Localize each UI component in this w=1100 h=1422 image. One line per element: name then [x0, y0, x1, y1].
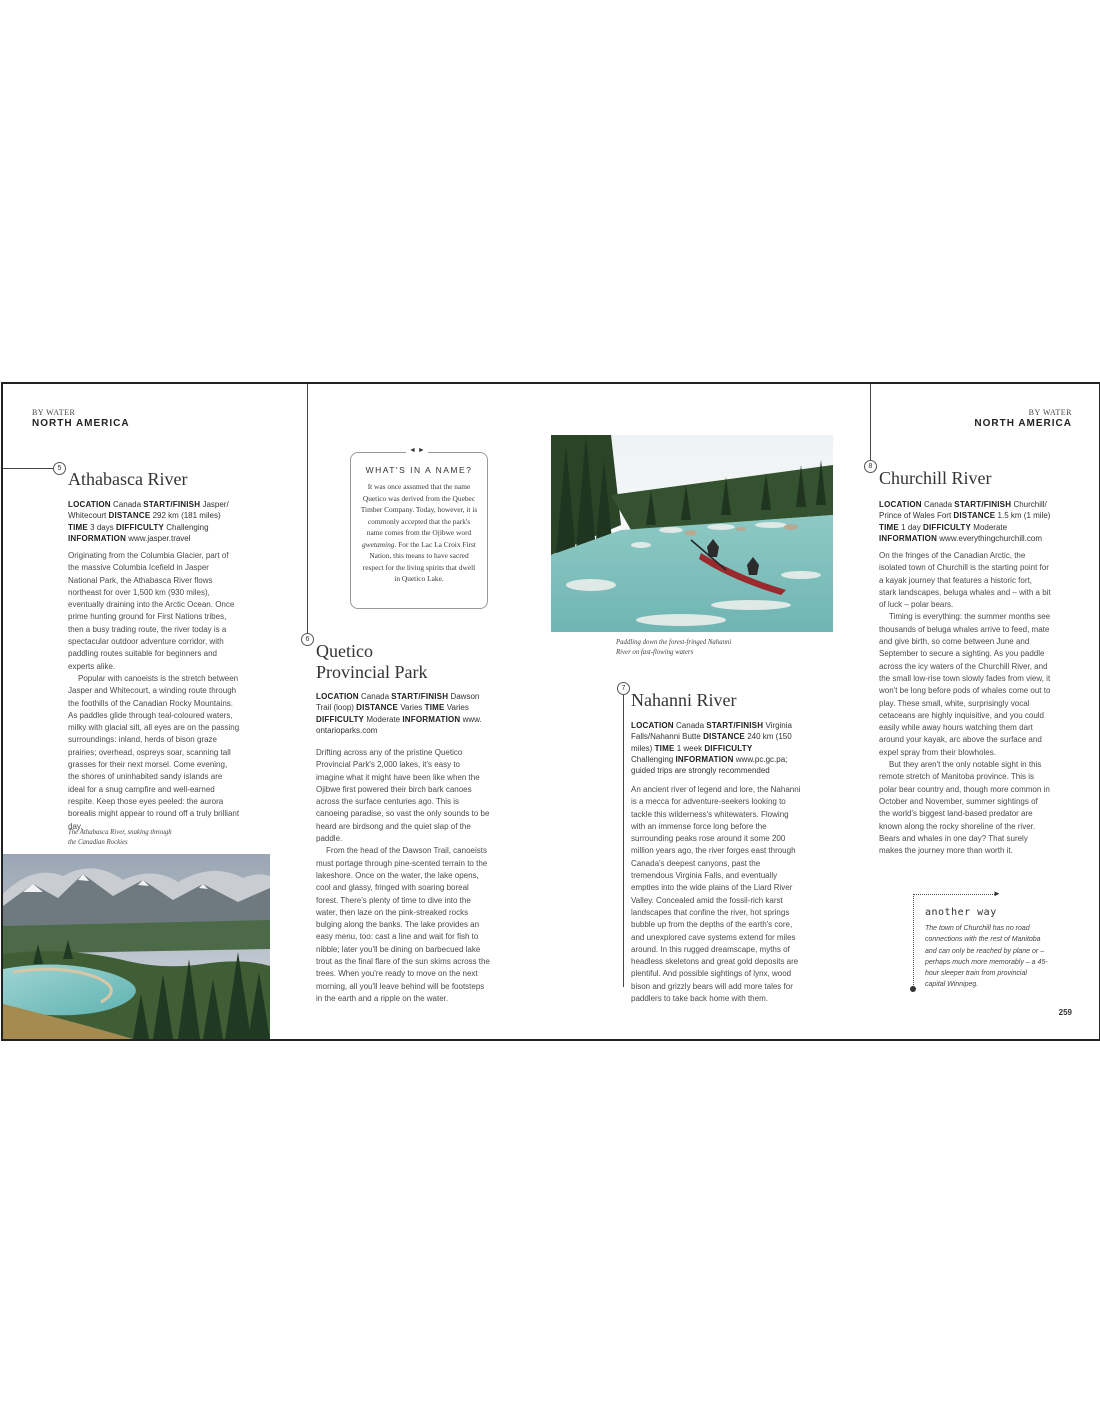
fact-value: 1 day: [901, 522, 921, 532]
fact-value: 292 km (181 miles): [152, 511, 221, 521]
paragraph: Drifting across any of the pristine Quetico Provincial Park's 2,000 lakes, it's easy to imagine what it might have been like when the Ojibwe first powered their birch bark canoes across the surface centuries ago. This is canoeing paradise, so vast the only sounds to be heard are birdsong and the quiet slap of the paddle.: [316, 748, 490, 844]
fact-label: DIFFICULTY: [115, 522, 165, 532]
entry-8-number: 8: [864, 460, 877, 473]
section-label-right: BY WATER: [1028, 408, 1072, 417]
fact-value: 1.5 km (1 mile): [997, 511, 1051, 521]
fact-value: Virginia Falls/Nahanni Butte: [631, 721, 792, 742]
fact-value: www.everythingchurchill.com: [939, 533, 1042, 543]
entry-6-leader-line: [307, 384, 308, 634]
entry-8-facts: [879, 499, 1051, 544]
fact-value: Canada: [113, 500, 142, 509]
fact-label: LOCATION: [316, 692, 359, 701]
fact-value: Churchill/ Prince of Wales Fort: [879, 500, 1047, 521]
another-way-dot-icon: [910, 986, 916, 992]
nahanni-river-photo: [551, 435, 833, 632]
fact-label: START/FINISH: [954, 500, 1012, 509]
fact-value: Jasper/ Whitecourt: [68, 500, 229, 521]
fact-label: START/FINISH: [143, 500, 201, 509]
region-label-right: NORTH AMERICA: [974, 418, 1072, 429]
book-spread: [1, 382, 1100, 1041]
paragraph: From the head of the Dawson Trail, canoeists must portage through pine-scented terrain to the lakeshore. Once on the water, the lake opens, cool and glassy, fringed with soaring boreal forest. There's plenty of time to dive into the water, then laze on the pink-streaked rocks bulging along the banks. The lake provides an easy menu, too: cast a line and wait for fish to nibble; later you'll be dining on barbecued lake trout as the final flare of the sun skims across the trees. When you're ready to move on the next morning, all you'll leave behind will be footsteps in the earth and a ripple on the water.: [316, 846, 490, 1003]
entry-6-number: 6: [301, 633, 314, 646]
section-label-left: BY WATER: [32, 408, 76, 417]
region-label-left: NORTH AMERICA: [32, 418, 130, 429]
fact-value: Canada: [361, 692, 390, 701]
entry-7-leader-line: [623, 695, 624, 987]
paragraph: Popular with canoeists is the stretch between Jasper and Whitecourt, a winding route through the foothills of the Canadian Rocky Mountains. As paddles glide through teal-coloured waters, milky with glacial silt, all eyes are on the passing surroundings: inland, herds of bison graze prairies; overhead, ospreys soar, scanning tall grasses for their next morsel. Come evening, the shores of uninhabited sandy islands are ideal for a snug campfire and well-earned respite. Keep those eyes peeled: the aurora borealis might appear to round off a truly brilliant day.: [68, 673, 240, 831]
fact-label: LOCATION: [631, 721, 674, 730]
entry-6-body: [316, 747, 490, 1005]
athabasca-river-photo: [3, 854, 270, 1039]
entry-5-number: 5: [53, 462, 66, 475]
another-way-side-rule: [913, 894, 914, 989]
fact-value: Varies: [400, 703, 423, 713]
fact-label: INFORMATION: [402, 714, 461, 724]
fact-label: DIFFICULTY: [704, 743, 753, 753]
entry-8-title: Churchill River: [879, 468, 992, 488]
fact-label: TIME: [879, 522, 899, 532]
athabasca-landscape-image: [3, 854, 270, 1039]
fact-value: www.pc.gc.pa; guided trips are strongly recommended: [631, 754, 788, 776]
sidebar-text-part: . For the Lac La Croix First Nation, this means to have sacred respect for the living spirits that dwell in Quetico Lake.: [362, 539, 476, 583]
arrows-icon: ◄ ►: [406, 447, 428, 454]
fact-label: INFORMATION: [879, 533, 938, 543]
fact-label: DIFFICULTY: [316, 714, 365, 724]
fact-label: START/FINISH: [391, 692, 449, 701]
paragraph: But they aren't the only notable sight in this remote stretch of Manitoba province. This is polar bear country and, though more common in October and November, summer sightings of the world's biggest land-based predator are known along the rocky shoreline of the river. Bears and whales in one day? That surely makes the journey more than worth it.: [879, 760, 1050, 856]
fact-value: 240 km (150 miles): [631, 732, 792, 753]
entry-5-title: Athabasca River: [68, 469, 188, 489]
fact-label: TIME: [68, 522, 88, 532]
entry-7-title: Nahanni River: [631, 690, 737, 710]
entry-7-number: 7: [617, 682, 630, 695]
fact-label: DISTANCE: [108, 511, 151, 521]
fact-value: 1 week: [676, 743, 703, 753]
entry-6-facts: [316, 691, 486, 736]
fact-value: Dawson Trail (loop): [316, 692, 480, 713]
another-way-title: another way: [925, 907, 997, 918]
entry-8-leader-line: [870, 384, 871, 461]
entry-6-title: [316, 641, 427, 683]
entry-5-facts: [68, 499, 238, 544]
entry-8-body: [879, 550, 1051, 857]
paragraph: On the fringes of the Canadian Arctic, the isolated town of Churchill is the starting point for a kayak journey that features a historic fort, stark landscapes, beluga whales and – with a bit of luck – polar bears.: [879, 551, 1051, 610]
fact-label: DISTANCE: [356, 703, 399, 713]
fact-label: DISTANCE: [953, 511, 996, 521]
entry-5-leader-line: [3, 468, 53, 469]
fact-label: DISTANCE: [703, 732, 745, 742]
paragraph: Originating from the Columbia Glacier, part of the massive Columbia Icefield in Jasper National Park, the Athabasca River flows northeast for over 1,500 km (930 miles), eventually draining into the Arctic Ocean. Once prime hunting ground for First Nations tribes, then a busy trading route, the river today is a spectacular outdoor adventure corridor, with paddling routes suitable for beginners and experts alike.: [68, 551, 235, 671]
fact-value: Canada: [924, 500, 953, 509]
fact-label: TIME: [424, 703, 445, 713]
entry-6-title-line: Quetico: [316, 641, 373, 661]
entry-7-facts: [631, 720, 793, 776]
fact-value: Challenging: [166, 522, 209, 532]
fact-label: START/FINISH: [706, 721, 764, 730]
entry-5-body: [68, 550, 240, 833]
fact-label: INFORMATION: [675, 754, 734, 764]
fact-value: Moderate: [366, 714, 401, 724]
page-number: 259: [1058, 1008, 1072, 1017]
fact-value: www. ontarioparks.com: [316, 714, 482, 735]
fact-label: LOCATION: [68, 500, 111, 509]
sidebar-text-italic: gwetaming: [362, 539, 395, 549]
fact-label: LOCATION: [879, 500, 922, 509]
fact-value: Varies: [446, 703, 469, 713]
fact-value: Moderate: [973, 522, 1008, 532]
fact-value: 3 days: [90, 522, 114, 532]
paragraph: Timing is everything: the summer months see thousands of beluga whales arrive to feed, mate and give birth, so come between June and September to secure a sighting. As you paddle across the icy waters of the Churchill River, and the small low-rise town slowly fades from view, it won't be long before pods of whales come out to play. These small, white, surprisingly vocal cetaceans are highly inquisitive, and you could easily while away hours watching them dart around your kayak, arc above the surface and expel spray from their blowholes.: [879, 612, 1051, 757]
fact-label: DIFFICULTY: [922, 522, 972, 532]
nahanni-kayak-image: [551, 435, 833, 632]
whats-in-a-name-sidebar: [350, 447, 488, 609]
entry-6-title-line: Provincial Park: [316, 662, 428, 682]
entry-7-body: [631, 784, 803, 1005]
nahanni-photo-caption: Paddling down the forest-fringed Nahanni River on fast-flowing waters: [616, 639, 732, 656]
athabasca-photo-caption: The Athabasca River, snaking through the Canadian Rockies: [68, 829, 172, 846]
fact-label: INFORMATION: [68, 533, 127, 543]
arrow-right-icon: ►: [993, 889, 1001, 898]
another-way-top-rule: [913, 894, 995, 895]
fact-value: Canada: [676, 721, 705, 730]
fact-value: Challenging: [631, 754, 674, 764]
fact-value: www.jasper.travel: [128, 533, 191, 543]
another-way-text: The town of Churchill has no road connections with the rest of Manitoba and can only be reached by plane or – perhaps much more memorably – a 45-hour sleeper train from provincial capital Winnipeg.: [925, 925, 1048, 989]
sidebar-text: [359, 481, 479, 585]
sidebar-title: WHAT'S IN A NAME?: [365, 465, 473, 475]
fact-label: TIME: [654, 743, 675, 753]
sidebar-text-part: It was once assumed that the name Quetico was derived from the Quebec Timber Company. Today, however, it is commonly accepted that the park's name comes from the Ojibwe word: [360, 482, 478, 537]
paragraph: An ancient river of legend and lore, the Nahanni is a mecca for adventure-seekers looking to tackle this wilderness's whitewaters. Flowing with an immense force long before the surrounding peaks rose around it some 200 million years ago, the river forges east through Canada's deepest canyons, past the tremendous Virginia Falls, and eventually empties into the wide plains of the Liard River Valley. Concealed amid the fossil-rich karst landscapes that confine the river, hot springs bubble up from the depths of the earth's core, and unexplored cave systems extend for miles around. In this rugged dreamscape, myths of headless skeletons and great gold deposits are plentiful. And possible sightings of lynx, wood bison and grizzly bears will add more tales for paddlers to take back home with them.: [631, 785, 801, 1004]
